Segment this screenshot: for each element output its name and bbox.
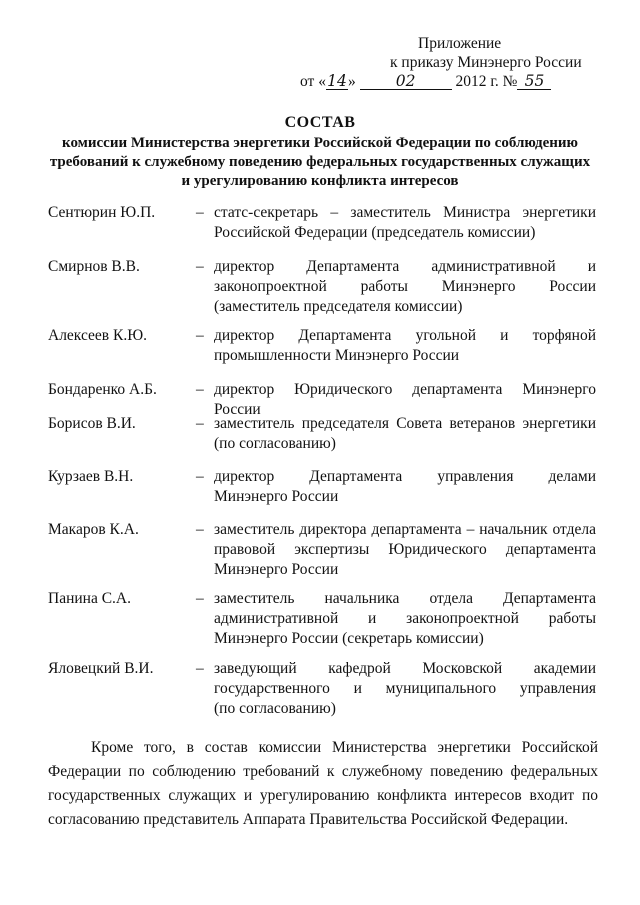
member-dash: –: [196, 258, 204, 275]
member-position: [214, 659, 596, 719]
member-position-line: (заместитель председателя комиссии): [214, 298, 463, 315]
final-paragraph-line: согласованию представитель Аппарата Правительства Российской Федерации.: [48, 811, 569, 828]
member-position-line: правовой экспертизы Юридического департамента: [214, 541, 596, 558]
member-position-line: Минэнерго России: [214, 561, 339, 578]
handwritten-day: 14: [327, 72, 347, 90]
member-name: Макаров К.А.: [48, 521, 139, 538]
member-position-line: директор Департамента управления делами: [214, 468, 596, 485]
member-position: [214, 257, 596, 317]
member-dash: –: [196, 415, 204, 432]
member-position-line: директор Юридического департамента Минэнерго России: [214, 381, 596, 418]
subtitle-line: и урегулированию конфликта интересов: [181, 173, 459, 189]
member-position-line: Минэнерго России: [214, 488, 339, 505]
appendix-order-ref: к приказу Минэнерго России: [390, 54, 582, 71]
appendix-header: [300, 34, 610, 91]
member-position-line: законопроектной работы Минэнерго России: [214, 278, 596, 295]
member-position: [214, 467, 596, 507]
date-prefix: от «: [300, 73, 326, 90]
member-name: Смирнов В.В.: [48, 258, 140, 275]
member-dash: –: [196, 204, 204, 221]
member-name: Сентюрин Ю.П.: [48, 204, 156, 221]
member-name: Бондаренко А.Б.: [48, 381, 157, 398]
subtitle-line: комиссии Министерства энергетики Российской Федерации по соблюдению: [62, 135, 578, 151]
member-position-line: заместитель начальника отдела Департамента: [214, 590, 596, 607]
member-position-line: заведующий кафедрой Московской академии: [214, 660, 596, 677]
member-position-line: государственного и муниципального управления: [214, 680, 596, 697]
final-paragraph-line: государственных служащих и урегулированию конфликта интересов входит по: [48, 787, 598, 804]
member-name: Курзаев В.Н.: [48, 468, 134, 485]
member-name: Борисов В.И.: [48, 415, 136, 432]
document-subtitle: [20, 134, 620, 191]
member-name: Алексеев К.Ю.: [48, 327, 147, 344]
member-dash: –: [196, 468, 204, 485]
member-position-line: (по согласованию): [214, 435, 336, 452]
member-position-line: Российской Федерации (председатель комиссии): [214, 224, 536, 241]
member-position-line: директор Департамента угольной и торфяной: [214, 327, 596, 344]
member-position: [214, 589, 596, 649]
appendix-label: Приложение: [418, 35, 502, 52]
member-position-line: Минэнерго России (секретарь комиссии): [214, 630, 484, 647]
member-position-line: (по согласованию): [214, 700, 336, 717]
member-dash: –: [196, 660, 204, 677]
date-mid: »: [347, 73, 356, 90]
member-dash: –: [196, 521, 204, 538]
member-position: [214, 326, 596, 366]
member-position-line: заместитель директора департамента – начальник отдела: [214, 521, 596, 538]
final-paragraph: [48, 736, 598, 832]
member-position: [214, 414, 596, 454]
member-name: Панина С.А.: [48, 590, 131, 607]
handwritten-order-number: 55: [517, 73, 551, 90]
member-dash: –: [196, 327, 204, 344]
handwritten-month: 02: [360, 73, 452, 90]
appendix-date-line: [300, 72, 610, 91]
document-title: СОСТАВ: [284, 114, 356, 131]
member-position-line: административной и законопроектной работы: [214, 610, 596, 627]
member-name: Яловецкий В.И.: [48, 660, 154, 677]
member-dash: –: [196, 590, 204, 607]
subtitle-line: требований к служебному поведению федеральных государственных служащих: [49, 154, 591, 170]
member-position-line: промышленности Минэнерго России: [214, 347, 460, 364]
member-position-line: заместитель председателя Совета ветеранов энергетики: [214, 415, 596, 432]
member-position: [214, 520, 596, 580]
member-dash: –: [196, 381, 204, 398]
member-position: [214, 203, 596, 243]
final-paragraph-line: Кроме того, в состав комиссии Министерства энергетики Российской: [91, 739, 598, 756]
date-year: 2012 г. №: [455, 73, 518, 90]
member-position-line: директор Департамента административной и: [214, 258, 596, 275]
member-position-line: статс-секретарь – заместитель Министра энергетики: [214, 204, 596, 221]
final-paragraph-line: Федерации по соблюдению требований к служебному поведению федеральных: [48, 763, 598, 780]
